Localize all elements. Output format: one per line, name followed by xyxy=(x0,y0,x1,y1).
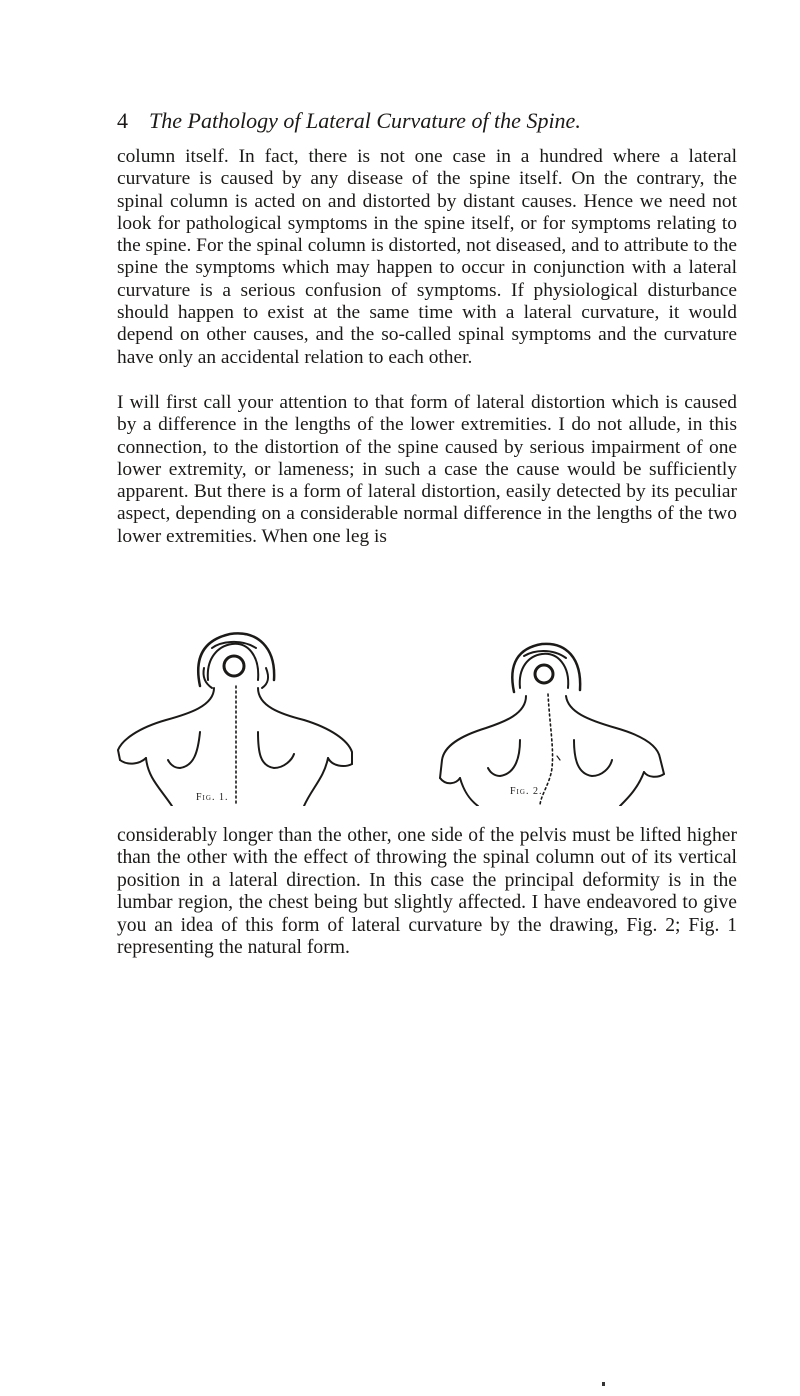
figure-1-label: Fig. 1. xyxy=(196,792,229,803)
print-mark xyxy=(602,1382,605,1386)
paragraph-3: considerably longer than the other, one side of the pelvis must be lifted higher than the other with the effect of throwing the spinal column out of its vertical position in a lateral direction. In this case the principal deformity is in the lumbar region, the chest being but slightly affected. I have endeavored to give you an idea of this form of lateral curvature by the drawing, Fig. 2; Fig. 1 representing the natural form. xyxy=(117,825,737,959)
paragraph-1: column itself. In fact, there is not one case in a hundred where a lateral curvature is caused by any disease of the spine itself. On the contrary, the spinal column is acted on and distorted by distant causes. Hence we need not look for pathological symptoms in the spine itself, or for symptoms relating to the spine. For the spinal column is distorted, not diseased, and to attribute to the spine the symptoms which may happen to occur in conjunction with a lateral curvature is a serious confusion of symptoms. If physiological disturbance should happen to exist at the same time with a lateral curvature, it would depend on other causes, and the so-called spinal symptoms and the curvature have only an accidental relation to each other. xyxy=(117,146,737,368)
figure-2-label: Fig. 2. xyxy=(510,786,543,797)
fig1-back-drawing xyxy=(118,633,352,806)
figure-spine-drawings xyxy=(108,628,728,828)
paragraph-2: I will first call your attention to that form of lateral distortion which is caused by a difference in the lengths of the lower extremities. I do not allude, in this connection, to the distortion of the spine caused by serious impairment of one lower extremity, or lameness; in such a case the cause would be sufficiently apparent. But there is a form of lateral distortion, easily detected by its peculiar aspect, depending on a considerable normal difference in the lengths of the two lower extremities. When one leg is xyxy=(117,392,737,547)
figure-illustration xyxy=(108,628,728,806)
page-number: 4 xyxy=(117,108,128,133)
fig2-back-drawing xyxy=(440,644,664,806)
running-title: The Pathology of Lateral Curvature of the Spine. xyxy=(149,108,581,133)
page-header xyxy=(117,108,737,138)
